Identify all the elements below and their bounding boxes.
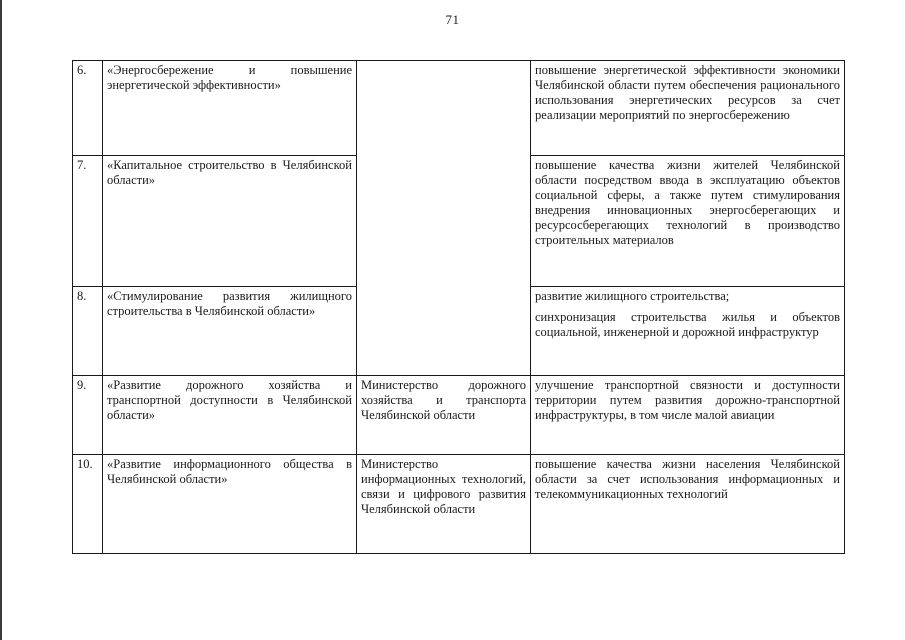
program-goal xyxy=(531,376,845,455)
executor-cell xyxy=(357,61,531,376)
table-row xyxy=(73,376,845,455)
table-row xyxy=(73,455,845,554)
page-number: 71 xyxy=(445,12,460,27)
program-name: «Энергосбережение и повышение энергетической эффективности» xyxy=(103,61,357,156)
goal-text: повышение энергетической эффективности экономики Челябинской области путем обеспечения рационального использования энергетических ресурсов за счет реализации мероприятий по энергосбережению xyxy=(535,63,840,122)
program-goal xyxy=(531,156,845,287)
program-name: «Капитальное строительство в Челябинской области» xyxy=(103,156,357,287)
program-goal xyxy=(531,287,845,376)
program-name: «Стимулирование развития жилищного строительства в Челябинской области» xyxy=(103,287,357,376)
program-goal xyxy=(531,61,845,156)
row-number: 8. xyxy=(73,287,103,376)
program-goal xyxy=(531,455,845,554)
row-number: 10. xyxy=(73,455,103,554)
table-row xyxy=(73,61,845,156)
goal-text-extra: синхронизация строительства жилья и объектов социальной, инженерной и дорожной инфраструктур xyxy=(535,310,840,339)
page-left-edge xyxy=(0,0,2,640)
goal-text: развитие жилищного строительства; xyxy=(535,289,730,303)
row-number: 9. xyxy=(73,376,103,455)
programs-table xyxy=(72,60,845,554)
goal-text: улучшение транспортной связности и доступности территории путем развития дорожно-транспортной инфраструктуры, в том числе малой авиации xyxy=(535,378,840,422)
program-name: «Развитие дорожного хозяйства и транспортной доступности в Челябинской области» xyxy=(103,376,357,455)
row-number: 7. xyxy=(73,156,103,287)
goal-text: повышение качества жизни жителей Челябинской области посредством ввода в эксплуатацию объектов социальной сферы, а также путем стимулирования внедрения инновационных энергосберегающих и ресурсосберегающих технологий в производство строительных материалов xyxy=(535,158,840,247)
executor-cell: Министерство информационных технологий, связи и цифрового развития Челябинской области xyxy=(357,455,531,554)
goal-text: повышение качества жизни населения Челябинской области за счет использования информационных и телекоммуникационных технологий xyxy=(535,457,840,501)
program-name: «Развитие информационного общества в Челябинской области» xyxy=(103,455,357,554)
row-number: 6. xyxy=(73,61,103,156)
executor-cell: Министерство дорожного хозяйства и транспорта Челябинской области xyxy=(357,376,531,455)
